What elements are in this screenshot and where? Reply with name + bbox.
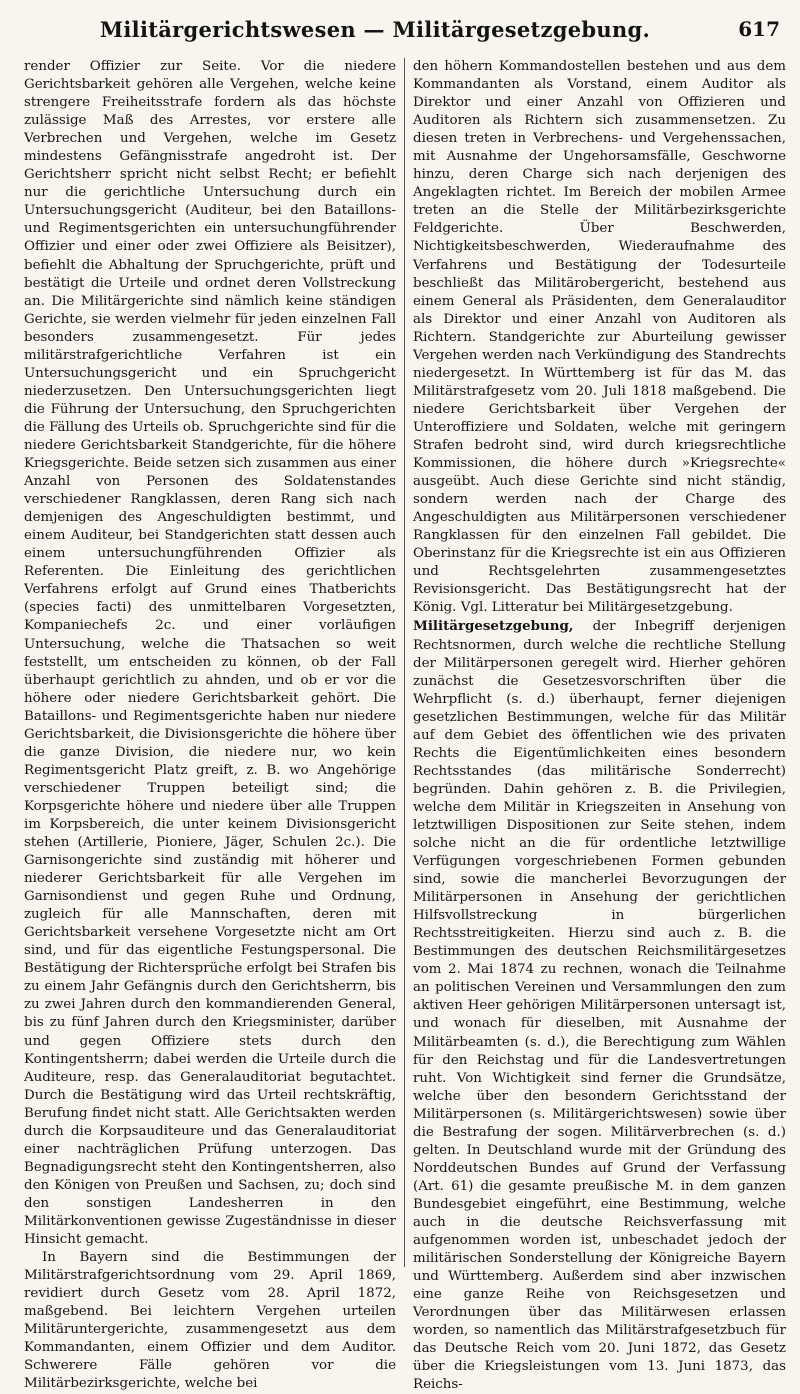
right-paragraph-1: den höhern Kommandostellen bestehen und aus dem Kommandanten als Vorstand, einem Auditor als Direktor und einer Anzahl von Offizieren und Auditoren als Richtern sich zusammensetzen. Zu diesen treten in Verbrechens- und Vergehenssachen, mit Ausnahme der Ungehorsamsfälle, Geschworne hinzu, deren Charge sich nach derjenigen des Angeklagten richtet. Im Bereich der mobilen Armee treten an die Stelle der Militärbezirksgerichte Feldgerichte. Über Beschwerden, Nichtigkeitsbeschwerden, Wiederaufnahme des Verfahrens und Bestätigung der Todesurteile beschließt das Militärobergericht, bestehend aus einem General als Präsidenten, dem Generalauditor als Direktor und einer Anzahl von Auditoren als Richtern. Standgerichte zur Aburteilung gewisser Vergehen werden nach Verkündigung des Standrechts niedergesetzt. In Württemberg ist für das M. das Militärstrafgesetz vom 20. Juli 1818 maßgebend. Die niedere Gerichtsbarkeit über Vergehen der Unteroffiziere und Soldaten, welche mit geringern Strafen bedroht sind, wird durch kriegsrechtliche Kommissionen, die höhere durch »Kriegsrechte« ausgeübt. Auch diese Gerichte sind nicht ständig, sondern werden nach der Charge des Angeschuldigten aus Militärpersonen verschiedener Rangklassen für den einzelnen Fall gebildet. Die Oberinstanz für die Kriegsrechte ist ein aus Offizieren und Rechtsgelehrten zusammengesetztes Revisionsgericht. Das Bestätigungsrecht hat der König. Vgl. Litteratur bei Militärgesetzgebung. — [413, 59, 786, 616]
page-header — [24, 0, 786, 52]
entry-text: der Inbegriff derjenigen Rechtsnormen, durch welche die rechtliche Stellung der Militärpersonen geregelt wird. Hierher gehören zunächst die Gesetzesvorschriften über die Wehrpflicht (s. d.) überhaupt, ferner diejenigen gesetzlichen Bestimmungen, welche für das Militär auf dem Gebiet des öffentlichen wie des privaten Rechts die Eigentümlichkeiten eines besondern Rechtsstandes (das militärische Sonderrecht) begründen. Dahin gehören z. B. die Privilegien, welche dem Militär in Kriegszeiten in Ansehung von letztwilligen Dispositionen zur Seite stehen, indem solche nicht an die für ordentliche letztwillige Verfügungen vorgeschriebenen Formen gebunden sind, sowie die mancherlei Bevorzugungen der Militärpersonen in Ansehung der gerichtlichen Hilfsvollstreckung in bürgerlichen Rechtsstreitigkeiten. Hierzu sind auch z. B. die Bestimmungen des deutschen Reichsmilitärgesetzes vom 2. Mai 1874 zu rechnen, wonach die Teilnahme an politischen Vereinen und Versammlungen den zum aktiven Heer gehörigen Militärpersonen untersagt ist, und wonach für dieselben, mit Ausnahme der Militärbeamten (s. d.), die Berechtigung zum Wählen für den Reichstag und für die Landesvertretungen ruht. Von Wichtigkeit sind ferner die Grundsätze, welche über den besondern Gerichtsstand der Militärpersonen (s. Militärgerichtswesen) sowie über die Bestrafung der sogen. Militärverbrechen (s. d.) gelten. In Deutschland wurde mit der Gründung des Norddeutschen Bundes auf Grund der Verfassung (Art. 61) die gesamte preußische M. in dem ganzen Bundesgebiet eingeführt, eine Bestimmung, welche auch in die deutsche Reichsverfassung mit aufgenommen worden ist, unbeschadet jedoch der militärischen Sonderstellung der Königreiche Bayern und Württemberg. Außerdem sind aber inzwischen eine ganze Reihe von Reichsgesetzen und Verordnungen über das Militärwesen erlassen worden, so namentlich das Militärstrafgesetzbuch für das Deutsche Reich vom 20. Juni 1872, das Gesetz über die Kriegsleistungen vom 13. Juni 1873, das Reichs- — [413, 619, 786, 1393]
right-column — [405, 58, 786, 1393]
right-paragraph-2 — [413, 617, 786, 1394]
left-column — [24, 58, 405, 1392]
entry-headword: Militärgesetzgebung, — [413, 618, 574, 635]
left-paragraph-2: In Bayern sind die Bestimmungen der Militärstrafgerichtsordnung vom 29. April 1869, revidiert durch Gesetz vom 28. April 1872, maßgebend. Bei leichtern Vergehen urteilen Militäruntergerichte, zusammengesetzt aus dem Kommandanten, einem Offizier und dem Auditor. Schwerere Fälle gehören vor die Militärbezirksgerichte, welche bei — [24, 1250, 396, 1392]
left-paragraph-1: render Offizier zur Seite. Vor die niedere Gerichtsbarkeit gehören alle Vergehen, welche keine strengere Freiheitsstrafe fordern als das höchste zulässige Maß des Arrestes, vor erstere alle Verbrechen und Vergehen, welche im Gesetz mindestens Gefängnisstrafe angedroht ist. Der Gerichtsherr spricht nicht selbst Recht; er befiehlt nur die gerichtliche Untersuchung durch ein Untersuchungsgericht (Auditeur, bei den Bataillons- und Regimentsgerichten ein untersuchungführender Offizier und einer oder zwei Offiziere als Beisitzer), befiehlt die Abhaltung der Spruchgerichte, prüft und bestätigt die Urteile und ordnet deren Vollstreckung an. Die Militärgerichte sind nämlich keine ständigen Gerichte, sie werden vielmehr für jeden einzelnen Fall besonders zusammengesetzt. Für jedes militärstrafgerichtliche Verfahren ist ein Untersuchungsgericht und ein Spruchgericht niederzusetzen. Den Untersuchungsgerichten liegt die Führung der Untersuchung, den Spruchgerichten die Fällung des Urteils ob. Spruchgerichte sind für die niedere Gerichtsbarkeit Standgerichte, für die höhere Kriegsgerichte. Beide setzen sich zusammen aus einer Anzahl von Personen des Soldatenstandes verschiedener Rangklassen, deren Rang sich nach demjenigen des Angeschuldigten bestimmt, und einem Auditeur, bei Standgerichten statt dessen auch einem untersuchungführenden Offizier als Referenten. Die Einleitung des gerichtlichen Verfahrens erfolgt auf Grund eines Thatberichts (species facti) des unmittelbaren Vorgesetzten, Kompaniechefs 2c. und einer vorläufigen Untersuchung, welche die Thatsachen so weit feststellt, um entscheiden zu können, ob der Fall überhaupt gerichtlich zu ahnden, und ob er vor die höhere oder niedere Gerichtsbarkeit gehört. Die Bataillons- und Regimentsgerichte haben nur niedere Gerichtsbarkeit, die Divisionsgerichte die höhere über die ganze Division, die niedere nur, wo kein Regimentsgericht Platz greift, z. B. wo Angehörige verschiedener Truppen beteiligt sind; die Korpsgerichte höhere und niedere über alle Truppen im Korpsbereich, die unter keinem Divisionsgericht stehen (Artillerie, Pioniere, Jäger, Schulen 2c.). Die Garnisongerichte sind zuständig mit höherer und niederer Gerichtsbarkeit für alle Vergehen im Garnisondienst und gegen Ruhe und Ordnung, zugleich für alle Mannschaften, deren mit Gerichtsbarkeit versehene Vorgesetzte nicht am Ort sind, und für das eigentliche Festungspersonal. Die Bestätigung der Richtersprüche erfolgt bei Strafen bis zu einem Jahr Gefängnis durch den Gerichtsherrn, bis zu zwei Jahren durch den kommandierenden General, bis zu fünf Jahren durch den Kriegsminister, darüber und gegen Offiziere stets durch den Kontingentsherrn; dabei werden die Urteile durch die Auditeure, resp. das Generalauditoriat begutachtet. Durch die Bestätigung wird das Urteil rechtskräftig, Berufung findet nicht statt. Alle Gerichtsakten werden durch die Korpsauditeure und das Generalauditoriat einer nachträglichen Prüfung unterzogen. Das Begnadigungsrecht steht den Kontingentsherren, also den Königen von Preußen und Sachsen, zu; doch sind den sonstigen Landesherren in den Militärkonventionen gewisse Zugeständnisse in dieser Hinsicht gemacht. — [24, 59, 396, 1248]
text-columns — [24, 58, 786, 1393]
running-title: Militärgerichtswesen — Militärgesetzgebung. — [99, 17, 651, 42]
page-number: 617 — [738, 17, 780, 41]
